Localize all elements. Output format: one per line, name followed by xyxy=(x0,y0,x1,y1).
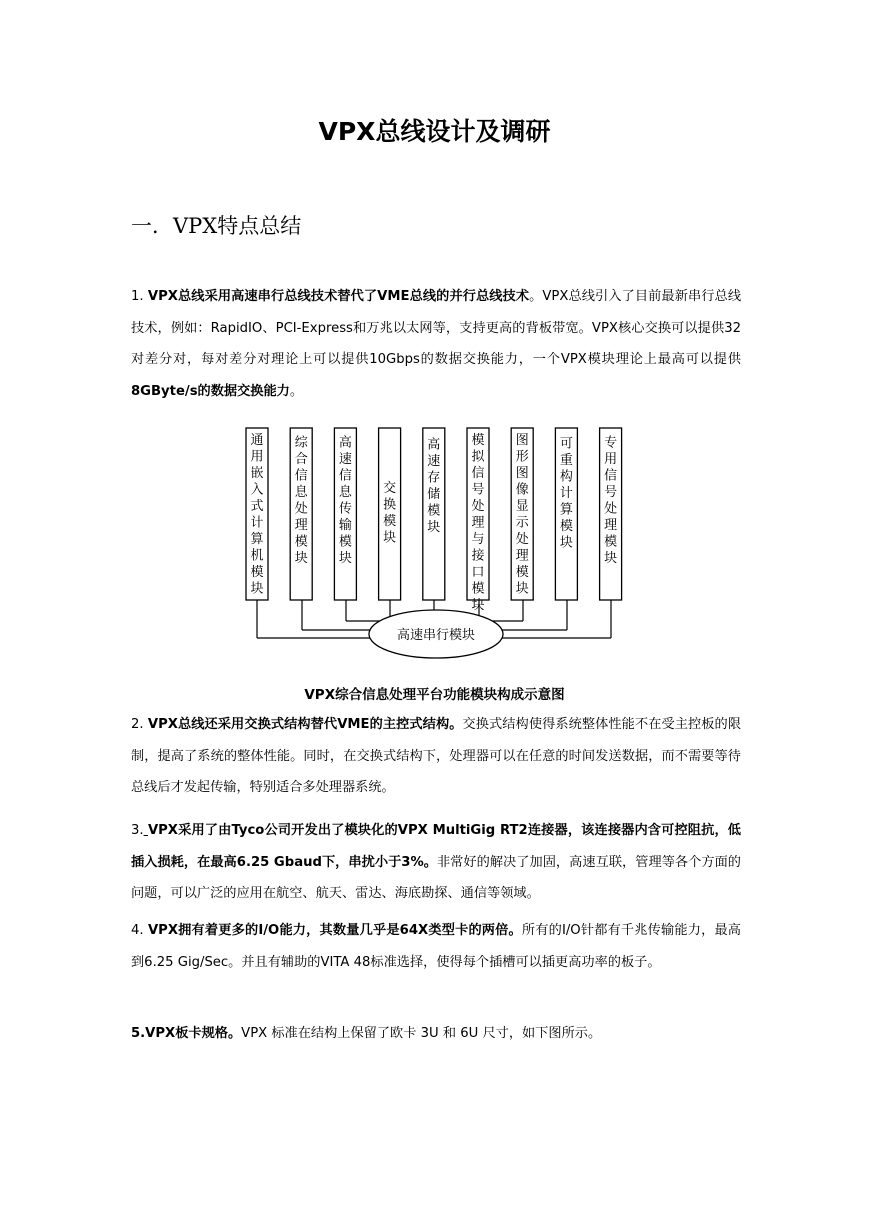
module-label-char: 用 xyxy=(604,451,618,467)
module-label-char: 块 xyxy=(338,550,352,566)
module-label-char: 块 xyxy=(427,520,441,536)
module-label-char: 可 xyxy=(559,436,573,452)
module-label-char: 模 xyxy=(471,581,485,597)
module-box xyxy=(379,428,401,600)
module-label-char: 速 xyxy=(338,451,352,467)
paragraph-3-bold: VPX采用了由Tyco公司开发出了模块化的VPX MultiGig RT2连接器，该连接器内含可控阻抗，低插入损耗，在最高6.25 Gbaud下，串扰小于3%。 xyxy=(131,823,741,870)
module-label-char: 重 xyxy=(559,452,573,468)
module-label-char: 信 xyxy=(294,468,308,484)
module-label-char: 像 xyxy=(515,482,529,498)
module-label-char: 模 xyxy=(471,433,485,448)
paragraph-number: 3. xyxy=(131,823,144,838)
paragraph-number: 4. xyxy=(131,923,144,938)
paragraph-1-text: 。VPX总线引入了目前最新串行总线技术，例如：RapidIO、PCI-Express和万兆以太网等，支持更高的背板带宽。VPX核心交换可以提供32对差分对，每对差分对理论上可以提供10Gbps的数据交换能力，一个VPX模块理论上最高可以提供 xyxy=(131,289,742,367)
module-label-char: 显 xyxy=(515,499,529,514)
module-label-char: 入 xyxy=(250,482,264,498)
module-label-char: 模 xyxy=(338,534,352,550)
module-label-char: 嵌 xyxy=(250,466,264,481)
module-label-char: 块 xyxy=(604,550,618,566)
vpx-module-diagram xyxy=(236,422,636,667)
paragraph-1 xyxy=(131,281,741,407)
module-label-char: 块 xyxy=(515,581,529,597)
bus-label: 高速串行模块 xyxy=(396,628,476,643)
module-label-char: 信 xyxy=(604,468,618,484)
paragraph-5-text: VPX 标准在结构上保留了欧卡 3U 和 6U 尺寸，如下图所示。 xyxy=(241,1026,602,1041)
diagram-caption: VPX综合信息处理平台功能模块构成示意图 xyxy=(304,687,565,703)
module-label-char: 息 xyxy=(294,484,308,500)
paragraph-1-bold: VPX总线采用高速串行总线技术替代了VME总线的并行总线技术 xyxy=(147,289,530,304)
module-label-char: 模 xyxy=(559,518,573,534)
module-label-char: 处 xyxy=(294,501,308,517)
module-label-char: 交 xyxy=(383,481,397,496)
module-label-char: 计 xyxy=(559,485,573,501)
module-label-char: 用 xyxy=(250,449,264,465)
module-label-char: 高 xyxy=(338,435,352,451)
module-label-char: 通 xyxy=(250,433,264,448)
module-label-char: 块 xyxy=(250,581,264,597)
module-label-char: 形 xyxy=(515,449,529,465)
module-label-char: 示 xyxy=(515,515,529,531)
module-label-char: 输 xyxy=(338,517,352,533)
module-label-char: 理 xyxy=(515,548,529,564)
paragraph-4-bold: VPX拥有着更多的I/O能力，其数量几乎是64X类型卡的两倍。 xyxy=(147,923,522,938)
section-heading: 一．VPX特点总结 xyxy=(131,214,302,238)
module-label-char: 息 xyxy=(338,484,352,500)
module-label-char: 模 xyxy=(383,514,397,529)
module-label-char: 信 xyxy=(338,468,352,484)
module-box xyxy=(511,428,533,600)
module-label-char: 理 xyxy=(294,517,308,533)
module-label-char: 口 xyxy=(471,565,485,580)
module-label-char: 处 xyxy=(471,499,485,514)
paragraph-3-text: 非常好的解决了加固，高速互联，管理等各个方面的问题，可以广泛的应用在航空、航天、雷达、海底勘探、通信等领域。 xyxy=(131,854,741,901)
paragraph-3 xyxy=(131,815,741,910)
module-label-char: 合 xyxy=(294,451,308,467)
module-boxes xyxy=(246,428,622,613)
module-label-char: 模 xyxy=(427,503,441,519)
document-title: VPX总线设计及调研 xyxy=(318,117,551,146)
module-label-char: 信 xyxy=(471,466,485,481)
module-label-char: 块 xyxy=(471,598,485,613)
module-label-char: 机 xyxy=(250,548,264,564)
module-label-char: 存 xyxy=(427,470,441,486)
module-label-char: 块 xyxy=(559,535,573,551)
module-label-char: 处 xyxy=(515,532,529,547)
module-label-char: 速 xyxy=(427,454,441,470)
module-label-char: 传 xyxy=(338,501,352,517)
paragraph-5 xyxy=(131,1018,741,1050)
paragraph-2-text: 交换式结构使得系统整体性能不在受主控板的限制，提高了系统的整体性能。同时，在交换式结构下，处理器可以在任意的时间发送数据，而不需要等待总线后才发起传输，特别适合多处理器系统。 xyxy=(131,717,742,795)
paragraph-4-text: 所有的I/O针都有千兆传输能力，最高到6.25 Gig/Sec。并且有辅助的VITA 48标准选择，使得每个插槽可以插更高功率的板子。 xyxy=(131,923,741,970)
module-box xyxy=(555,428,577,600)
module-label-char: 综 xyxy=(294,435,308,451)
paragraph-number: 2. xyxy=(131,717,144,732)
module-label-char: 块 xyxy=(383,530,397,546)
module-label-char: 理 xyxy=(471,515,485,531)
module-label-char: 理 xyxy=(604,517,618,533)
module-label-char: 拟 xyxy=(471,449,485,465)
module-label-char: 高 xyxy=(427,437,441,453)
module-label-char: 号 xyxy=(471,482,485,498)
module-box xyxy=(246,428,268,600)
module-box xyxy=(334,428,356,600)
module-label-char: 号 xyxy=(604,484,618,500)
module-label-char: 专 xyxy=(604,435,618,451)
module-label-char: 换 xyxy=(383,497,397,513)
paragraph-5-bold: 5.VPX板卡规格。 xyxy=(131,1026,242,1041)
module-label-char: 与 xyxy=(471,532,485,547)
paragraph-2 xyxy=(131,709,741,804)
module-label-char: 模 xyxy=(604,534,618,550)
module-label-char: 式 xyxy=(250,499,264,514)
paragraph-number: 1. xyxy=(131,289,144,304)
module-box xyxy=(600,428,622,600)
module-label-char: 图 xyxy=(515,433,529,448)
module-box xyxy=(467,428,489,613)
module-label-char: 模 xyxy=(515,565,529,580)
module-box xyxy=(423,428,445,600)
module-box xyxy=(290,428,312,600)
module-label-char: 模 xyxy=(294,534,308,550)
paragraph-2-bold: VPX总线还采用交换式结构替代VME的主控式结构。 xyxy=(147,717,463,732)
module-label-char: 计 xyxy=(250,515,264,531)
paragraph-1-text-end: 。 xyxy=(289,383,304,399)
module-label-char: 算 xyxy=(559,502,573,518)
module-label-char: 接 xyxy=(471,548,485,564)
module-label-char: 图 xyxy=(515,466,529,481)
module-label-char: 构 xyxy=(559,469,573,485)
module-label-char: 算 xyxy=(250,532,264,547)
paragraph-1-bold-2: 8GByte/s的数据交换能力 xyxy=(131,383,290,399)
module-label-char: 储 xyxy=(427,487,441,503)
module-label-char: 处 xyxy=(604,501,618,517)
module-label-char: 块 xyxy=(294,550,308,566)
paragraph-4 xyxy=(131,915,741,978)
module-label-char: 模 xyxy=(250,565,264,580)
